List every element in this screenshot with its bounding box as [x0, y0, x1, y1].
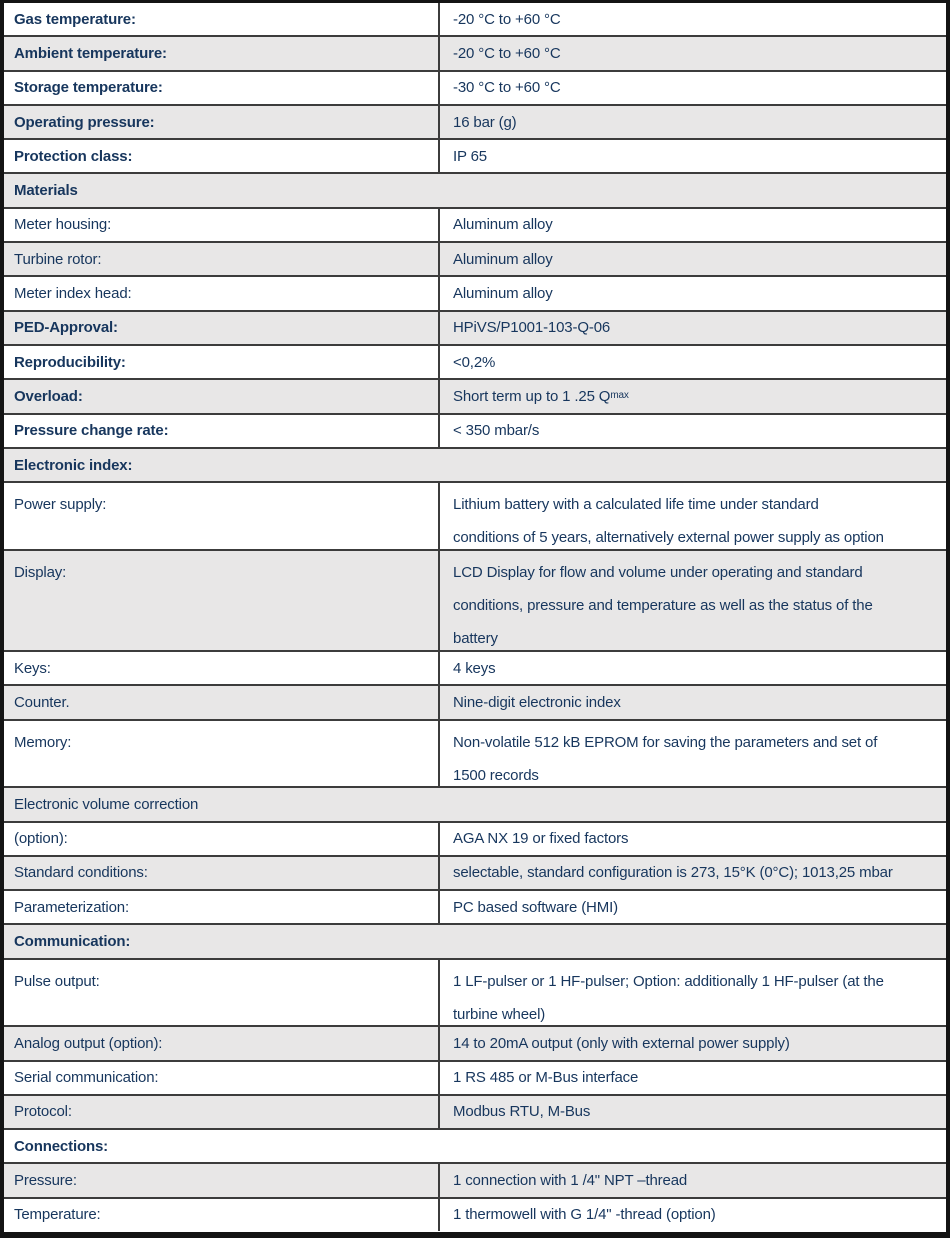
spec-label: Overload: — [14, 387, 83, 405]
section-header-label: Electronic volume correction — [14, 795, 199, 813]
spec-value: 14 to 20mA output (only with external power supply) — [438, 1027, 946, 1059]
spec-label: Gas temperature: — [14, 10, 136, 28]
spec-label: PED-Approval: — [14, 319, 118, 337]
spec-value: <0,2% — [438, 346, 946, 378]
section-header-row — [4, 1130, 946, 1164]
spec-row — [4, 652, 946, 686]
spec-row — [4, 721, 946, 789]
spec-value — [438, 551, 946, 651]
spec-row — [4, 243, 946, 277]
spec-value — [438, 721, 946, 787]
spec-label: Display: — [14, 563, 67, 581]
spec-row — [4, 380, 946, 414]
spec-value-line: turbine wheel) — [453, 1005, 546, 1023]
spec-value-line: LCD Display for flow and volume under operating and standard — [453, 563, 863, 581]
spec-value — [438, 483, 946, 549]
section-header-row — [4, 925, 946, 959]
spec-row — [4, 1164, 946, 1198]
spec-value: Aluminum alloy — [438, 243, 946, 275]
spec-label: Meter housing: — [14, 216, 112, 234]
spec-label: Protection class: — [14, 147, 133, 165]
spec-label: Temperature: — [14, 1206, 101, 1224]
spec-row — [4, 277, 946, 311]
spec-label: Analog output (option): — [14, 1034, 163, 1052]
spec-row — [4, 140, 946, 174]
spec-label: Pressure: — [14, 1172, 77, 1190]
section-header-row — [4, 174, 946, 208]
spec-row — [4, 1199, 946, 1231]
spec-value: Short term up to 1 .25 Q max — [438, 380, 946, 412]
spec-row — [4, 72, 946, 106]
spec-row — [4, 312, 946, 346]
spec-value: 4 keys — [438, 652, 946, 684]
spec-label: Memory: — [14, 733, 72, 751]
spec-label: Parameterization: — [14, 898, 130, 916]
section-header-label: Materials — [14, 182, 78, 200]
section-header-label: Communication: — [14, 933, 131, 951]
spec-label: Storage temperature: — [14, 79, 163, 97]
spec-row — [4, 891, 946, 925]
spec-value-line: Lithium battery with a calculated life time under standard — [453, 496, 819, 514]
spec-row — [4, 483, 946, 551]
spec-value-line: 1500 records — [453, 766, 539, 784]
spec-row — [4, 3, 946, 37]
spec-label: Operating pressure: — [14, 113, 155, 131]
spec-value: selectable, standard configuration is 273, 15°K (0°C); 1013,25 mbar — [438, 857, 946, 889]
spec-value: Aluminum alloy — [438, 277, 946, 309]
spec-value: IP 65 — [438, 140, 946, 172]
spec-label: Counter. — [14, 694, 70, 712]
spec-value: Modbus RTU, M-Bus — [438, 1096, 946, 1128]
spec-label: Pressure change rate: — [14, 422, 169, 440]
section-header-row — [4, 449, 946, 483]
spec-value — [438, 960, 946, 1026]
spec-value: PC based software (HMI) — [438, 891, 946, 923]
spec-row — [4, 1062, 946, 1096]
spec-label: Reproducibility: — [14, 353, 126, 371]
spec-label: Serial communication: — [14, 1069, 159, 1087]
spec-row — [4, 823, 946, 857]
spec-row — [4, 346, 946, 380]
spec-label: Power supply: — [14, 496, 107, 514]
spec-label: Meter index head: — [14, 285, 132, 303]
spec-row — [4, 1027, 946, 1061]
spec-row — [4, 37, 946, 71]
spec-value-line: Non-volatile 512 kB EPROM for saving the parameters and set of — [453, 733, 878, 751]
overload-value-text: Short term up to 1 .25 Q — [453, 387, 611, 405]
spec-value-line: battery — [453, 629, 498, 647]
spec-value: -20 °C to +60 °C — [438, 3, 946, 35]
section-header-label: Electronic index: — [14, 456, 133, 474]
spec-label: Ambient temperature: — [14, 44, 167, 62]
section-header-label: Connections: — [14, 1137, 109, 1155]
spec-label: Pulse output: — [14, 972, 100, 990]
spec-label: Keys: — [14, 659, 51, 677]
spec-row — [4, 415, 946, 449]
spec-value-line: conditions, pressure and temperature as well as the status of the — [453, 596, 873, 614]
spec-row — [4, 106, 946, 140]
spec-value: -30 °C to +60 °C — [438, 72, 946, 104]
spec-label: Standard conditions: — [14, 864, 148, 882]
spec-row — [4, 686, 946, 720]
spec-row — [4, 857, 946, 891]
spec-row — [4, 1096, 946, 1130]
spec-value: Aluminum alloy — [438, 209, 946, 241]
spec-row — [4, 960, 946, 1028]
spec-value: 1 RS 485 or M-Bus interface — [438, 1062, 946, 1094]
spec-value: 1 thermowell with G 1/4" -thread (option) — [438, 1199, 946, 1231]
spec-label: (option): — [14, 830, 68, 848]
spec-row — [4, 551, 946, 653]
spec-row — [4, 209, 946, 243]
spec-value: HPiVS/P1001-103-Q-06 — [438, 312, 946, 344]
spec-value: 16 bar (g) — [438, 106, 946, 138]
spec-value: -20 °C to +60 °C — [438, 37, 946, 69]
section-header-row — [4, 788, 946, 822]
spec-value: AGA NX 19 or fixed factors — [438, 823, 946, 855]
spec-value-line: 1 LF-pulser or 1 HF-pulser; Option: additionally 1 HF-pulser (at the — [453, 972, 884, 990]
spec-value: 1 connection with 1 /4" NPT –thread — [438, 1164, 946, 1196]
spec-label: Protocol: — [14, 1103, 72, 1121]
spec-label: Turbine rotor: — [14, 250, 102, 268]
spec-value: < 350 mbar/s — [438, 415, 946, 447]
spec-value-line: conditions of 5 years, alternatively external power supply as option — [453, 529, 884, 547]
spec-value: Nine-digit electronic index — [438, 686, 946, 718]
